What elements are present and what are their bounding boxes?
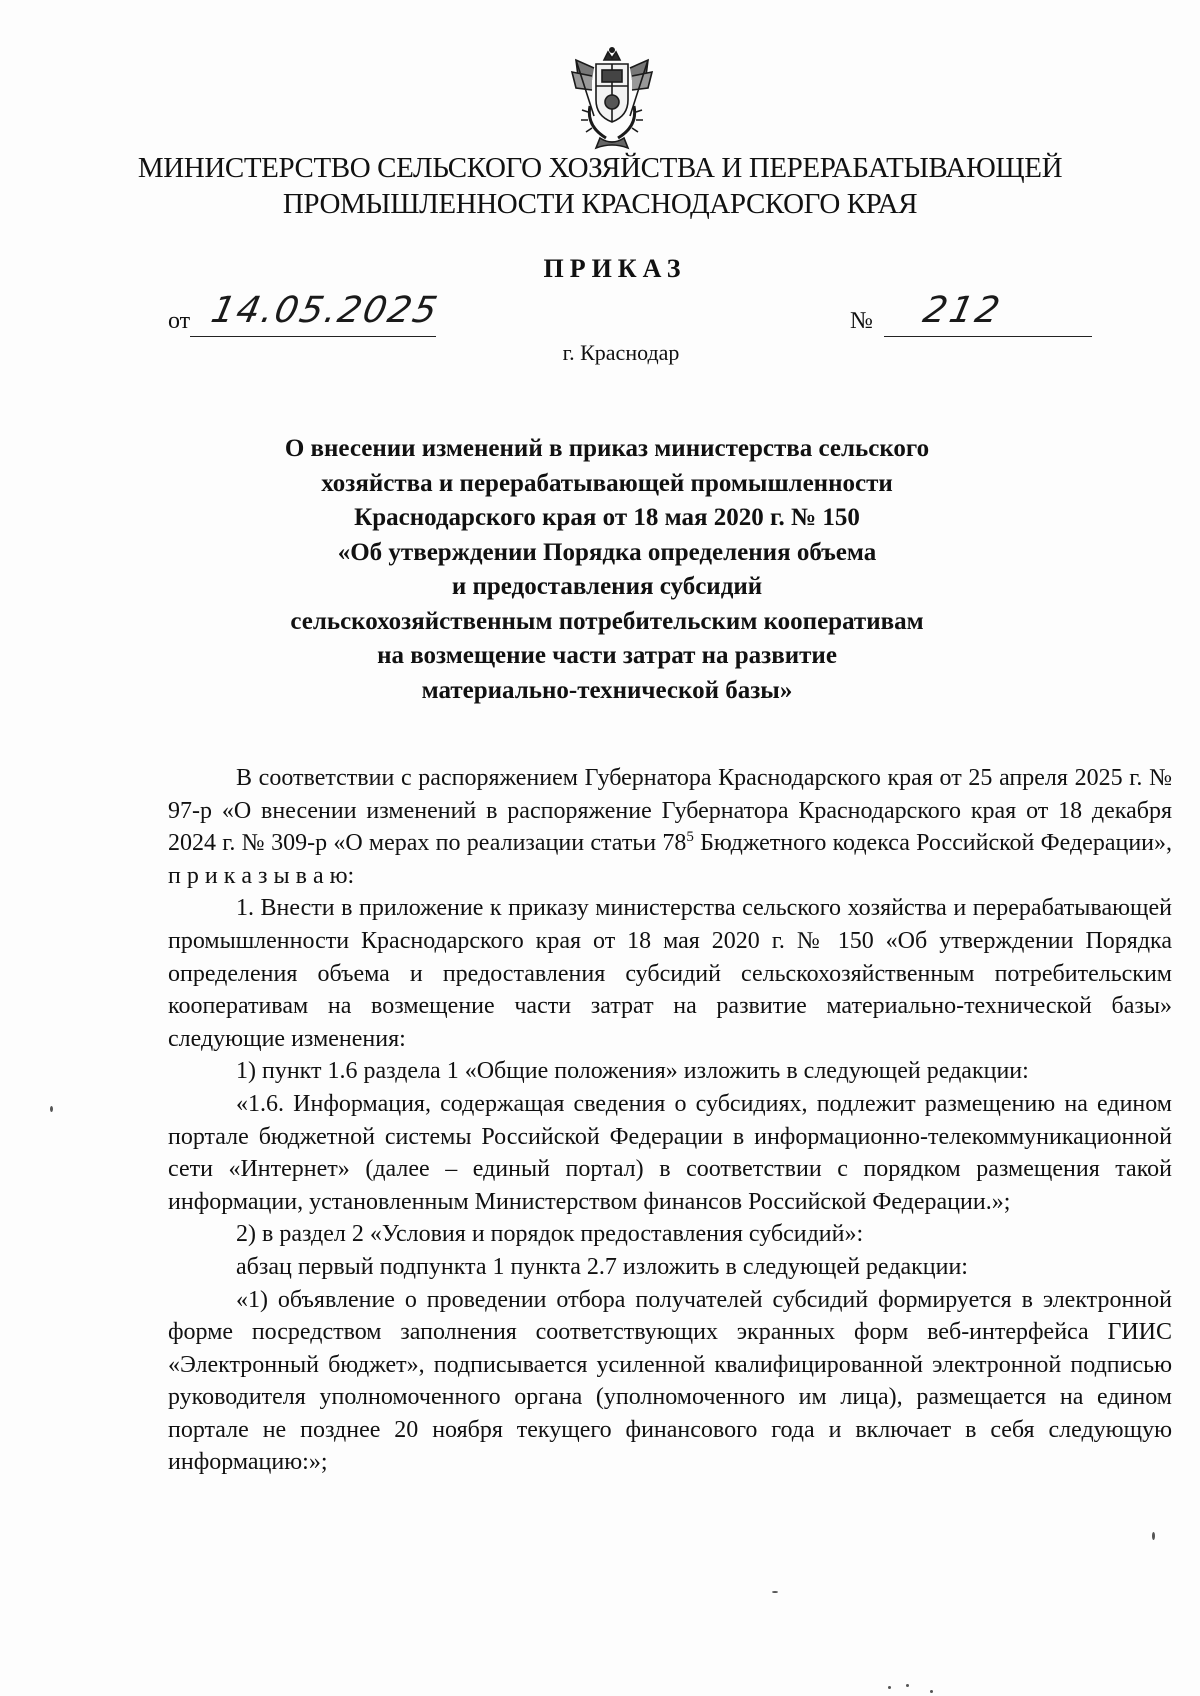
- scan-speck: [50, 1106, 53, 1112]
- ministry-name: [0, 150, 1200, 222]
- article-superscript: 5: [686, 829, 694, 846]
- title-line: сельскохозяйственным потребительским кооперативам: [290, 607, 924, 635]
- coat-of-arms-emblem: [566, 46, 658, 152]
- order-date-handwritten: 14.05.2025: [207, 290, 443, 331]
- number-prefix: №: [850, 308, 873, 334]
- title-line: и предоставления субсидий: [451, 573, 763, 600]
- document-body: [168, 762, 1172, 1479]
- title-line: О внесении изменений в приказ министерства сельского: [284, 435, 930, 462]
- body-paragraph: «1) объявление о проведении отбора получателей субсидий формируется в электронной форме посредством заполнения соответствующих экранных форм веб-интерфейса ГИИС «Электронный бюджет», подписывается усиленной квалифицированной электронной подписью руководителя уполномоченного органа (уполномоченного им лица), размещается на едином портале не позднее 20 ноября текущего финансового года и включает в себя следующую информацию:»;: [168, 1286, 1172, 1476]
- body-paragraph: 1. Внести в приложение к приказу министерства сельского хозяйства и перерабатывающей промышленности Краснодарского края от 18 мая 2020 г. № 150 «Об утверждении Порядка определения объема и предоставления субсидий сельскохозяйственным потребительским кооперативам на возмещение части затрат на развитие материально-технической базы» следующие изменения:: [168, 895, 1172, 1052]
- order-heading: ПРИКАЗ: [543, 254, 687, 283]
- date-prefix: от: [168, 308, 191, 334]
- city: г. Краснодар: [562, 340, 680, 365]
- date-underline: [190, 336, 436, 337]
- number-underline: [884, 336, 1092, 337]
- title-line: на возмещение части затрат на развитие: [377, 642, 837, 669]
- body-paragraph: 2) в раздел 2 «Условия и порядок предоставления субсидий»:: [236, 1221, 864, 1248]
- scan-speck: [888, 1686, 891, 1689]
- title-line: материально-технической базы»: [421, 676, 793, 704]
- body-paragraph: 1) пункт 1.6 раздела 1 «Общие положения» изложить в следующей редакции:: [236, 1058, 1029, 1085]
- body-paragraph-preamble: [168, 762, 1172, 892]
- title-line: хозяйства и перерабатывающей промышленности: [321, 469, 893, 497]
- body-paragraph: «1.6. Информация, содержащая сведения о субсидиях, подлежит размещению на едином портале бюджетной системы Российской Федерации в информационно-телекоммуникационной сети «Интернет» (далее – единый портал) в соответствии с порядком размещения такой информации, установленным Министерством финансов Российской Федерации.»;: [168, 1090, 1172, 1215]
- title-line: «Об утверждении Порядка определения объема: [337, 538, 877, 566]
- preamble-text-end: Бюджетного кодекса Российской Федерации», п р и к а з ы в а ю:: [168, 830, 1173, 889]
- scan-speck: [930, 1690, 933, 1693]
- date-number-row: [0, 290, 1200, 338]
- ministry-name-line-1: МИНИСТЕРСТВО СЕЛЬСКОГО ХОЗЯЙСТВА И ПЕРЕРАБАТЫВАЮЩЕЙ: [137, 152, 1063, 184]
- title-line: Краснодарского края от 18 мая 2020 г. № 150: [354, 504, 860, 531]
- preamble-text-start: В соответствии с распоряжением Губернатора Краснодарского края от 25 апреля 2025 г. № 97-р «О внесении изменений в распоряжение Губернатора Краснодарского края от 18 декабря 2024 г. № 309-р «О мерах по реализации статьи 78: [168, 765, 1172, 857]
- document-title: [0, 432, 1200, 708]
- scan-speck: [1152, 1532, 1155, 1540]
- ministry-name-line-2: ПРОМЫШЛЕННОСТИ КРАСНОДАРСКОГО КРАЯ: [282, 188, 918, 220]
- scan-speck: [772, 1591, 778, 1593]
- order-number-handwritten: 212: [919, 290, 1007, 331]
- scan-speck: [906, 1684, 909, 1687]
- body-paragraph: абзац первый подпункта 1 пункта 2.7 изложить в следующей редакции:: [236, 1253, 968, 1280]
